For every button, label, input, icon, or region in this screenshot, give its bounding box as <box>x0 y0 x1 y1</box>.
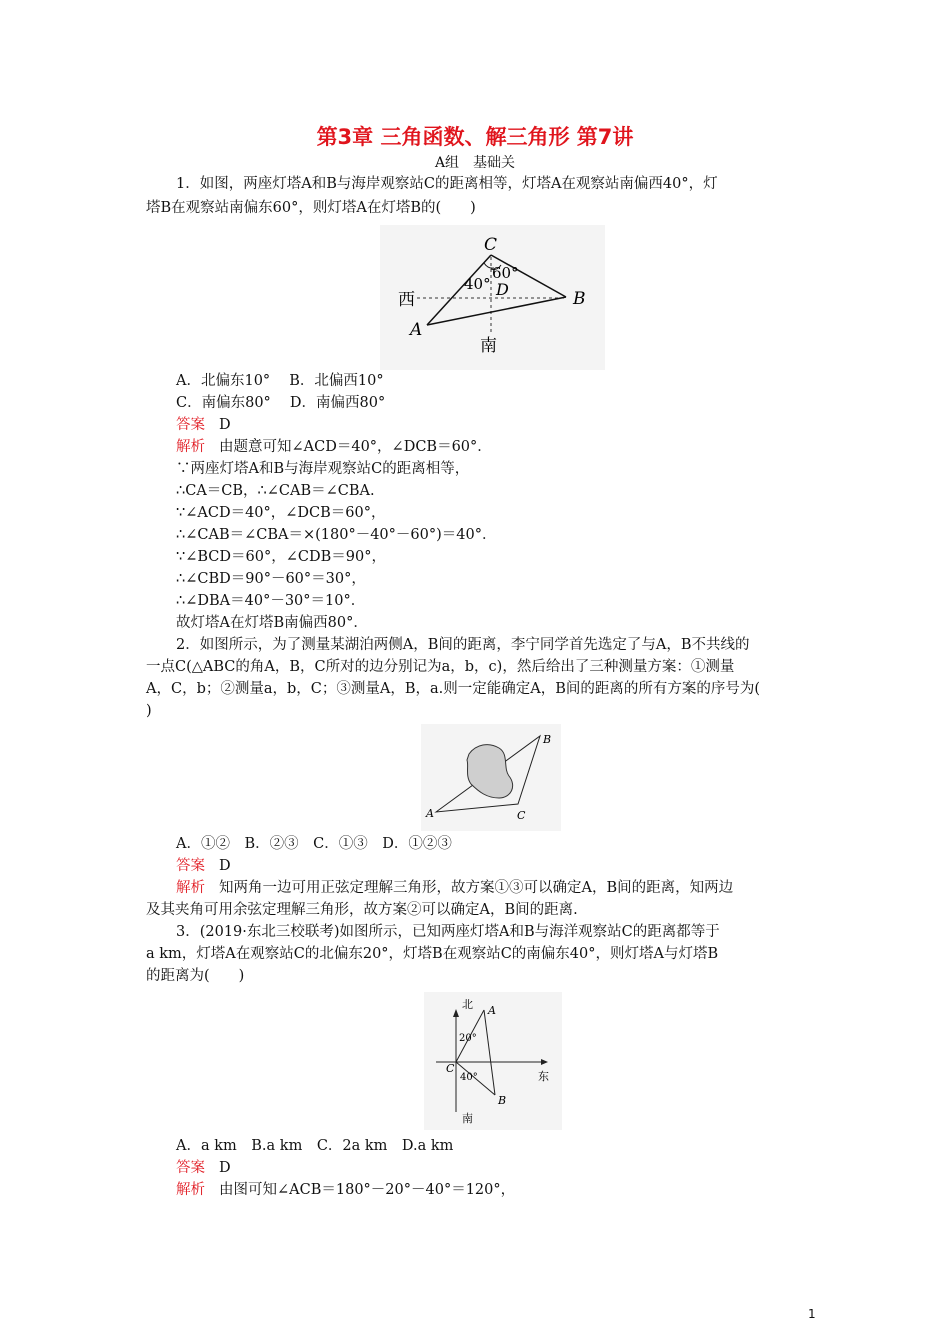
label-a: A <box>426 807 434 820</box>
label-north: 北 <box>462 998 473 1011</box>
q1-analysis-line: ∴CA＝CB，∴∠CAB＝∠CBA. <box>176 483 375 499</box>
analysis-text: 由图可知∠ACB＝180°－20°－40°＝120°， <box>219 1182 516 1198</box>
q2-text-line: ) <box>146 703 152 719</box>
label-angle-60: 60° <box>492 264 519 282</box>
q1-analysis-line: ∵∠BCD＝60°，∠CDB＝90°， <box>176 549 386 565</box>
analysis-text: 由题意可知∠ACD＝40°，∠DCB＝60°． <box>219 439 492 455</box>
answer-value: D <box>219 858 231 874</box>
q3-text-line: 的距离为( ) <box>146 968 245 984</box>
label-c: C <box>517 809 526 822</box>
label-a: A <box>488 1004 496 1017</box>
label-angle-40: 40° <box>464 275 491 293</box>
q3-figure <box>424 992 562 1130</box>
analysis-label: 解析 <box>176 880 205 896</box>
q3-text-line: 3．(2019·东北三校联考)如图所示，已知两座灯塔A和B与海洋观察站C的距离都等于 <box>176 924 720 940</box>
q2-analysis <box>176 878 836 898</box>
label-south: 南 <box>462 1112 473 1125</box>
answer-label: 答案 <box>176 417 205 433</box>
q1-analysis-line: ∵两座灯塔A和B与海岸观察站C的距离相等， <box>176 461 470 477</box>
label-south: 南 <box>480 336 497 356</box>
q2-text-line: 2．如图所示，为了测量某湖泊两侧A，B间的距离，李宁同学首先选定了与A，B不共线的 <box>176 637 750 653</box>
q1-analysis-line: ∴∠DBA＝40°－30°＝10°． <box>176 593 366 609</box>
page-title: 第3章 三角函数、解三角形 第7讲 <box>316 125 634 149</box>
label-b: B <box>543 733 552 746</box>
q1-analysis <box>176 437 836 457</box>
q3-answer <box>176 1158 836 1178</box>
q1-options-line: A．北偏东10° B．北偏西10° <box>176 373 384 389</box>
q1-text-line: 1．如图，两座灯塔A和B与海岸观察站C的距离相等，灯塔A在观察站南偏西40°，灯 <box>176 176 718 192</box>
label-a: A <box>410 320 423 340</box>
answer-value: D <box>219 417 231 433</box>
label-b: B <box>498 1094 507 1107</box>
q2-text-line: 一点C(△ABC的角A，B，C所对的边分别记为a，b，c)，然后给出了三种测量方案：①测量 <box>146 659 735 675</box>
q1-text-line: 塔B在观察站南偏东60°，则灯塔A在灯塔B的( ) <box>146 200 476 216</box>
analysis-label: 解析 <box>176 1182 205 1198</box>
q2-answer <box>176 856 836 876</box>
q1-analysis-line: ∴∠CAB＝∠CBA＝×(180°－40°－60°)＝40°． <box>176 527 497 543</box>
q1-figure <box>380 225 605 370</box>
q2-figure <box>421 724 561 831</box>
analysis-label: 解析 <box>176 439 205 455</box>
q1-analysis-line: ∴∠CBD＝90°－60°＝30°， <box>176 571 366 587</box>
q2-text-line: A，C，b；②测量a，b，C；③测量A，B，a.则一定能确定A，B间的距离的所有方案的序号为( <box>146 681 761 697</box>
q3-options-line: A．a km B.a km C．2a km D.a km <box>176 1138 454 1154</box>
page-number: 1 <box>808 1307 816 1321</box>
answer-label: 答案 <box>176 858 205 874</box>
q1-analysis-line: ∵∠ACD＝40°，∠DCB＝60°， <box>176 505 386 521</box>
answer-value: D <box>219 1160 231 1176</box>
q3-analysis <box>176 1180 836 1200</box>
label-east: 东 <box>538 1070 549 1083</box>
label-c: C <box>446 1062 455 1075</box>
label-d: D <box>496 280 509 299</box>
label-b: B <box>573 289 586 309</box>
analysis-text: 知两角一边可用正弦定理解三角形，故方案①③可以确定A，B间的距离，知两边 <box>219 880 734 896</box>
q2-options-line: A．①② B．②③ C．①③ D．①②③ <box>176 836 452 852</box>
section-heading: A组 基础关 <box>434 155 516 171</box>
q1-analysis-line: 故灯塔A在灯塔B南偏西80°． <box>176 615 368 631</box>
label-west: 西 <box>398 290 415 310</box>
label-angle-20: 20° <box>459 1033 477 1044</box>
q2-analysis-line: 及其夹角可用余弦定理解三角形，故方案②可以确定A，B间的距离. <box>146 902 578 918</box>
label-c: C <box>484 235 498 255</box>
q1-answer <box>176 415 836 435</box>
answer-label: 答案 <box>176 1160 205 1176</box>
q3-text-line: a km，灯塔A在观察站C的北偏东20°，灯塔B在观察站C的南偏东40°，则灯塔A与灯塔B <box>146 946 719 962</box>
q1-options-line: C．南偏东80° D．南偏西80° <box>176 395 386 411</box>
label-angle-40: 40° <box>460 1072 478 1083</box>
